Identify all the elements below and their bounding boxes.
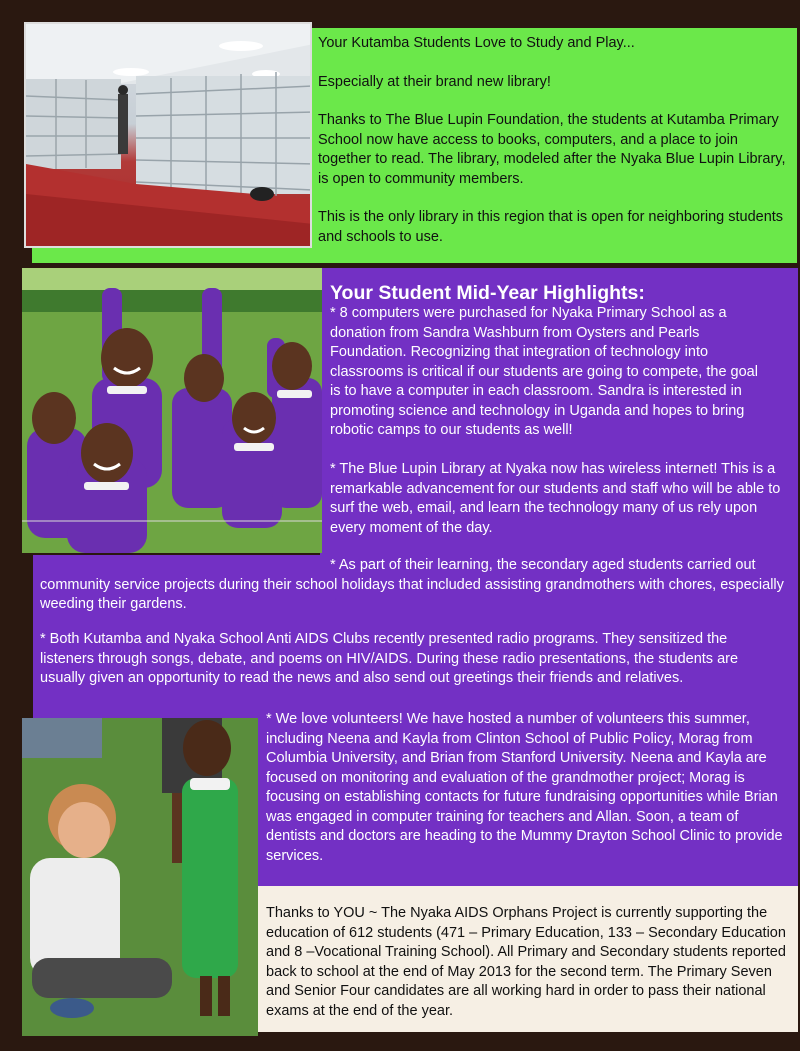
highlight-item-2-text: * The Blue Lupin Library at Nyaka now has wireless internet! This is a remarkable advancement for our students and staff who will be able to surf the web, email, and learn the technology many of us rely upon every moment of the day. bbox=[330, 461, 781, 536]
highlights-title: Your Student Mid-Year Highlights: bbox=[330, 282, 645, 304]
library-photo bbox=[24, 22, 312, 248]
library-paragraph-2: This is the only library in this region that is open for neighboring students and schools to use. bbox=[318, 209, 784, 245]
library-text-block bbox=[318, 34, 788, 266]
library-title: Your Kutamba Students Love to Study and Play... bbox=[318, 35, 635, 51]
highlight-item-3-text: * As part of their learning, the secondary aged students carried out community service projects during their school holidays that included assisting grandmothers with chores, especially weeding their gardens. bbox=[40, 557, 784, 612]
highlight-item-2 bbox=[330, 460, 790, 538]
highlight-item-5-text: * We love volunteers! We have hosted a number of volunteers this summer, including Neena and Kayla from Clinton School of Public Policy, Morag from Columbia University, and Brian from Stanford University. Neena and Kayla are focused on monitoring and evaluation of the grandmother project; Morag is focusing on establishing contacts for future fundraising opportunities while Brian was engaged in computer training for teachers and Allan. Soon, a team of dentists and doctors are heading to the Mummy Drayton School Clinic to provide services. bbox=[266, 711, 783, 864]
volunteer-photo bbox=[22, 718, 258, 1036]
students-photo bbox=[22, 268, 322, 553]
highlight-item-4 bbox=[40, 630, 785, 689]
highlight-item-5 bbox=[266, 710, 791, 866]
highlight-item-4-text: * Both Kutamba and Nyaka School Anti AIDS Clubs recently presented radio programs. They sensitized the listeners through songs, debate, and poems on HIV/AIDS. During these radio presentations, the students are usually given an opportunity to read the news and also send out greetings their friends and relatives. bbox=[40, 631, 739, 686]
highlight-item-1 bbox=[330, 304, 770, 441]
support-text: Thanks to YOU ~ The Nyaka AIDS Orphans Project is currently supporting the education of 612 students (471 – Primary Education, 133 – Secondary Education and 8 –Vocational Training School). All Primary and Secondary students reported back to school at the end of May 2013 for the second term. The Primary Seven and Senior Four candidates are all working hard in order to pass their national exams at the end of the year. bbox=[266, 905, 786, 1019]
highlight-item-3 bbox=[40, 556, 785, 615]
library-paragraph-1: Thanks to The Blue Lupin Foundation, the students at Kutamba Primary School now have access to books, computers, and a place to join together to read. The library, modeled after the Nyaka Blue Lupin Library, is open to community members. bbox=[318, 112, 786, 187]
support-text-block bbox=[266, 904, 796, 1021]
highlight-item-1-text: * 8 computers were purchased for Nyaka Primary School as a donation from Sandra Washburn from Oysters and Pearls Foundation. Recognizing that integration of technology into classrooms is critical if our students are going to compete, the goal is to have a computer in each classroom. Sandra is interested in promoting science and technology in Uganda and hopes to bring robotic camps to our students as well! bbox=[330, 305, 758, 438]
library-subtitle: Especially at their brand new library! bbox=[318, 73, 551, 90]
